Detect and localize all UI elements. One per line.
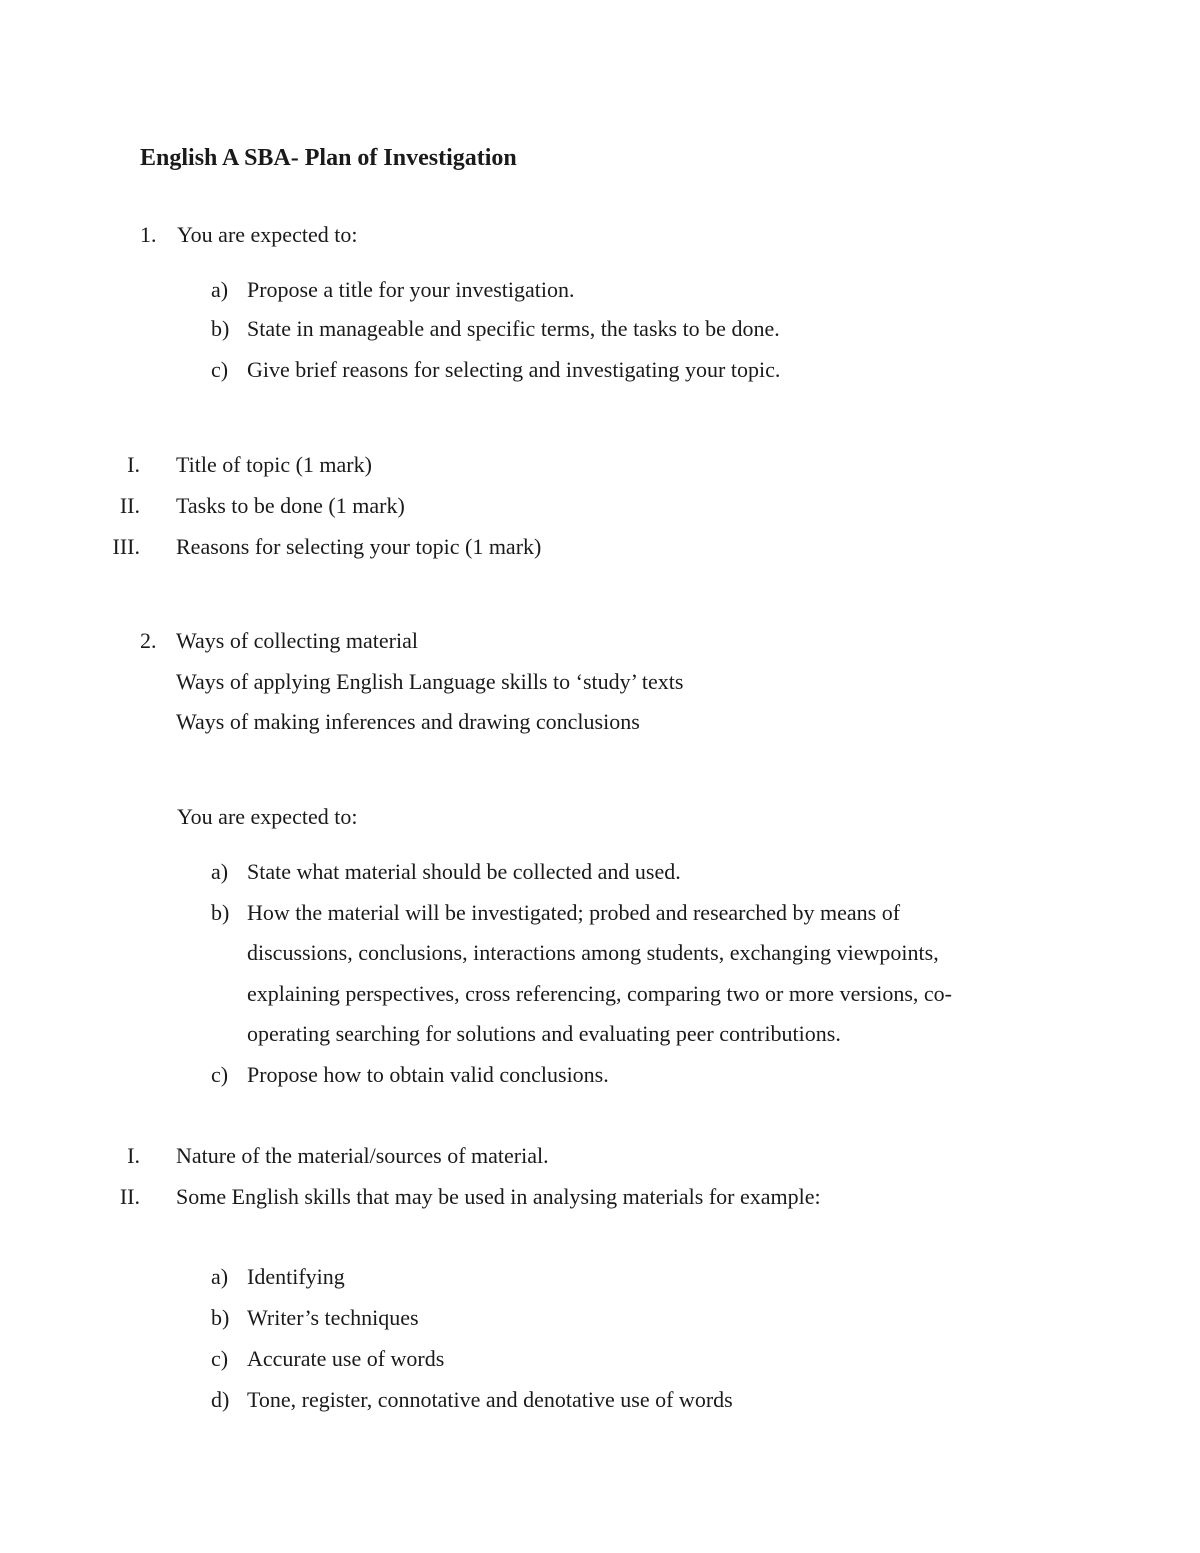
roman-marker: I. xyxy=(127,452,140,477)
list-item-marker: d) xyxy=(211,1387,230,1412)
list-item-marker: a) xyxy=(211,1264,229,1289)
skill-item: Writer’s techniques xyxy=(247,1305,419,1330)
list-item: Propose how to obtain valid conclusions. xyxy=(247,1062,609,1087)
list-item-marker: a) xyxy=(211,277,229,302)
skill-item: Tone, register, connotative and denotative use of words xyxy=(247,1387,733,1412)
section-1-intro: You are expected to: xyxy=(177,222,358,247)
section-2-number: 2. xyxy=(140,628,157,653)
section-1-number: 1. xyxy=(140,222,157,247)
marks-item: Tasks to be done (1 mark) xyxy=(176,493,405,518)
section-2-heading: Ways of making inferences and drawing conclusions xyxy=(176,709,640,734)
section-2-intro: You are expected to: xyxy=(177,804,358,829)
list-item-marker: b) xyxy=(211,316,230,341)
list-item: Propose a title for your investigation. xyxy=(247,277,575,302)
roman-item: Nature of the material/sources of material. xyxy=(176,1143,549,1168)
list-item-line: explaining perspectives, cross referencing, comparing two or more versions, co- xyxy=(247,981,952,1006)
roman-marker: II. xyxy=(119,1184,140,1209)
list-item-line: How the material will be investigated; probed and researched by means of xyxy=(247,900,901,925)
roman-marker: III. xyxy=(112,534,140,559)
list-item-line: discussions, conclusions, interactions among students, exchanging viewpoints, xyxy=(247,940,939,965)
roman-marker: I. xyxy=(127,1143,140,1168)
marks-item: Reasons for selecting your topic (1 mark) xyxy=(176,534,542,559)
list-item: State in manageable and specific terms, the tasks to be done. xyxy=(247,316,780,341)
section-2-heading: Ways of applying English Language skills to ‘study’ texts xyxy=(176,669,684,694)
marks-item: Title of topic (1 mark) xyxy=(176,452,372,477)
skill-item: Accurate use of words xyxy=(247,1346,445,1371)
page-title: English A SBA- Plan of Investigation xyxy=(140,145,517,171)
list-item-marker: a) xyxy=(211,859,229,884)
section-2-heading: Ways of collecting material xyxy=(176,628,418,653)
list-item-marker: c) xyxy=(211,1062,229,1087)
list-item-line: operating searching for solutions and evaluating peer contributions. xyxy=(247,1021,841,1046)
roman-item: Some English skills that may be used in analysing materials for example: xyxy=(176,1184,821,1209)
list-item: State what material should be collected and used. xyxy=(247,859,681,884)
list-item-marker: c) xyxy=(211,357,229,382)
list-item-marker: c) xyxy=(211,1346,229,1371)
list-item-marker: b) xyxy=(211,900,230,925)
list-item: Give brief reasons for selecting and investigating your topic. xyxy=(247,357,781,382)
roman-marker: II. xyxy=(119,493,140,518)
skill-item: Identifying xyxy=(247,1264,345,1289)
list-item-marker: b) xyxy=(211,1305,230,1330)
